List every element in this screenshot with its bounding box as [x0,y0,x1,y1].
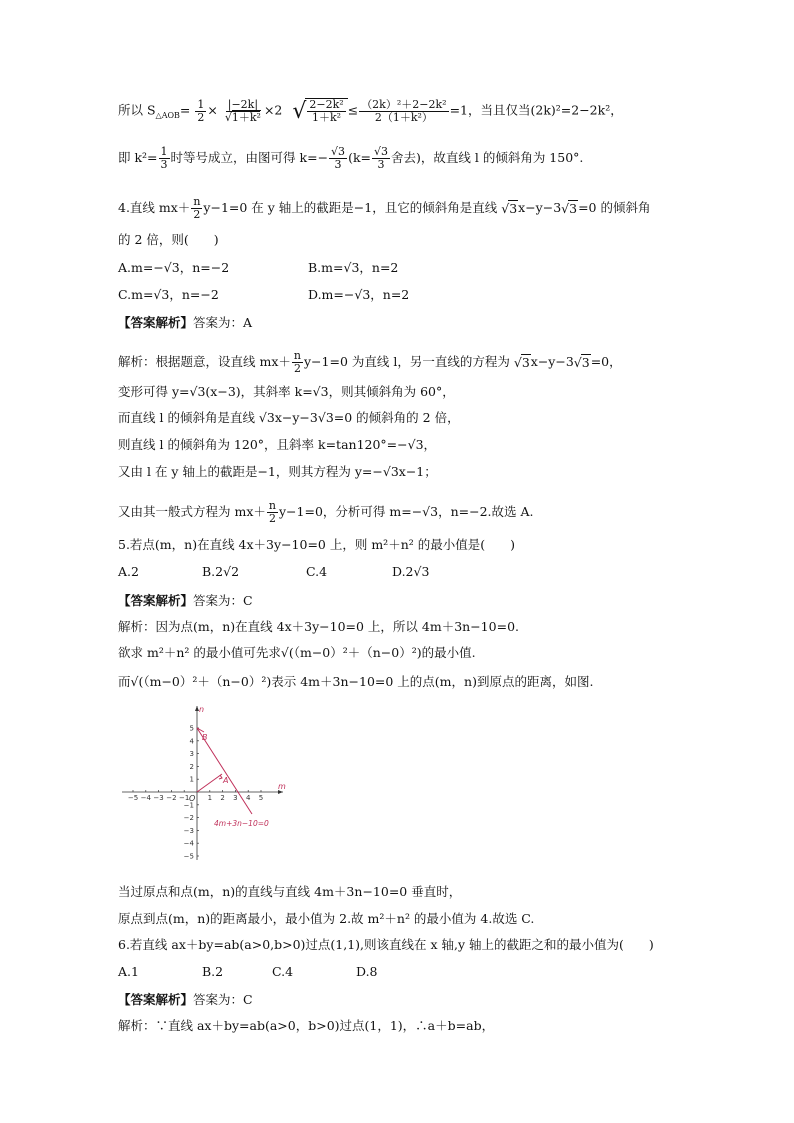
solution-line: 而√(（m−0）²＋（n−0）²)表示 4m＋3n−10=0 上的点(m，n)到原点的距离，如图. [118,674,594,689]
text: y−1=0 在 y 轴上的截距是−1，且它的倾斜角是直线 [203,200,498,215]
solution-line: 解析：∵直线 ax＋by=ab(a>0，b>0)过点(1，1)，∴a＋b=ab， [118,1018,495,1033]
solution-line: 则直线 l 的倾斜角为 120°，且斜率 k=tan120°=−√3， [118,437,437,452]
answer-tag: 【答案解析】 [118,992,194,1007]
options-row [118,964,378,980]
fraction: $\frac{√3}{3}$ [331,145,346,171]
answer-text: 答案为：C [193,992,253,1007]
text: ≤ [347,102,359,118]
sqrt: √3 [573,355,590,370]
tick-marks [128,725,263,861]
x-tick-label: 4 [245,794,251,802]
fraction: $\frac{√3}{3}$ [374,145,389,171]
point-b-label: B [202,733,208,742]
option-d: D.2√3 [392,564,430,579]
text: = [179,102,191,118]
y-tick-label: 5 [189,724,194,733]
point-a-label: A [223,776,229,785]
solution-line [118,500,534,525]
text: ×2 [263,102,283,118]
x-tick-label: 3 [233,794,238,802]
answer-text: 答案为：A [193,315,253,330]
answer-line [118,992,253,1008]
axis-label-n: n [199,705,205,714]
solution-line: 解析：因为点(m，n)在直线 4x＋3y−10=0 上，所以 4m＋3n−10=0. [118,619,519,634]
options-row [118,287,409,303]
y-tick-label: −3 [183,826,194,835]
y-tick-label: 1 [189,775,194,784]
subscript: △AOB [155,111,180,120]
option-a: A.1 [118,964,139,979]
fraction: $\frac{n}{2}$ [193,195,201,221]
fraction: $\frac{\text{（2k）²＋2−2k²}}{\text{2（1＋k²）}}$ [361,97,447,124]
question-4-stem-cont: 的 2 倍，则( ) [118,232,219,247]
solution-line [118,350,622,375]
text: 又由其一般式方程为 mx＋ [118,504,266,519]
x-tick-label: −4 [140,794,151,802]
fraction: $\frac{1}{3}$ [160,145,168,171]
option-b: B.2 [202,964,224,979]
coordinate-figure [118,700,288,868]
x-tick-label: −2 [166,794,177,802]
solution-line: 当过原点和点(m，n)的直线与直线 4m＋3n−10=0 垂直时， [118,884,462,899]
x-tick-label: 2 [220,794,225,802]
option-a: A.m=−√3，n=−2 [118,260,230,275]
solution-line: 欲求 m²＋n² 的最小值可先求√(（m−0）²＋（n−0）²)的最小值. [118,645,476,660]
answer-line [118,593,253,609]
answer-line [118,315,252,331]
question-4-stem [118,196,650,221]
text: 所以 S [118,102,156,118]
y-tick-label: 3 [189,750,194,759]
sqrt: √ $\frac{\text{2−2k²}}{\text{1＋k²}}$ [292,98,347,124]
origin-label: O [189,794,196,803]
solution-line: 又由 l 在 y 轴上的截距是−1，则其方程为 y=−√3x−1； [118,464,437,479]
solution-line: 原点到点(m，n)的距离最小，最小值为 2.故 m²＋n² 的最小值为 4.故选 C. [118,911,535,926]
option-c: C.m=√3，n=−2 [118,287,219,302]
options-row [118,260,398,276]
sqrt: √3 [561,201,578,216]
x-tick-label: −1 [179,794,190,802]
answer-tag: 【答案解析】 [118,593,194,608]
answer-text: 答案为：C [193,593,253,608]
text: × [207,102,218,118]
fraction: $\frac{|-2k|}{\text{√1＋k²}}$ [224,97,261,124]
sqrt: √3 [501,201,518,216]
answer-tag: 【答案解析】 [118,315,194,330]
solution-line [118,146,583,171]
option-c: C.4 [306,564,328,579]
question-6-stem: 6.若直线 ax＋by=ab(a>0,b>0)过点(1,1),则该直线在 x 轴,y 轴上的截距之和的最小值为( ) [118,937,654,952]
fraction: $\frac{n}{2}$ [293,349,301,375]
fraction: $\frac{n}{2}$ [268,499,276,525]
text: x−y−3 [518,200,562,215]
options-row [118,564,429,580]
text: 解析：根据题意，设直线 mx＋ [118,354,291,369]
y-tick-label: 4 [189,737,194,746]
text: 即 k²= [118,150,158,165]
x-tick-label: 1 [207,794,213,802]
option-b: B.2√2 [202,564,240,579]
solution-line: 变形可得 y=√3(x−3)，其斜率 k=√3，则其倾斜角为 60°， [118,384,455,399]
x-tick-label: −3 [153,794,164,802]
option-c: C.4 [272,964,294,979]
x-tick-label: −5 [127,794,139,802]
text: 时等号成立，由图可得 k=− [170,150,329,165]
y-tick-label: −1 [183,801,194,810]
perpendicular-segment [197,774,222,792]
text: y−1=0 为直线 l，另一直线的方程为 [303,354,510,369]
text: 舍去)，故直线 l 的倾斜角为 150°. [391,150,584,165]
text: 4.直线 mx＋ [118,200,191,215]
text: (k= [348,150,371,165]
option-d: D.m=−√3，n=2 [308,287,410,302]
y-tick-label: −2 [183,814,194,823]
y-tick-label: 2 [189,762,194,771]
option-a: A.2 [118,564,139,579]
y-tick-label: −5 [183,852,194,861]
solution-line [118,98,623,124]
line-equation-label: 4m+3n−10=0 [214,819,269,828]
axis-label-m: m [278,782,286,791]
option-d: D.8 [356,964,378,979]
text: =1，当且仅当(2k)²=2−2k²， [449,102,623,118]
axes [122,706,283,860]
option-b: B.m=√3，n=2 [308,260,399,275]
sqrt: √3 [513,355,530,370]
text: =0 的倾斜角 [578,200,651,215]
fraction: $\frac{1}{2}$ [197,97,205,124]
solution-line: 而直线 l 的倾斜角是直线 √3x−y−3√3=0 的倾斜角的 2 倍， [118,410,460,425]
question-5-stem: 5.若点(m，n)在直线 4x＋3y−10=0 上，则 m²＋n² 的最小值是( ) [118,537,515,552]
text: =0， [590,354,622,369]
y-tick-label: −4 [183,839,194,848]
text: x−y−3 [530,354,574,369]
text: y−1=0，分析可得 m=−√3，n=−2.故选 A. [278,504,534,519]
x-tick-label: 5 [258,794,264,802]
